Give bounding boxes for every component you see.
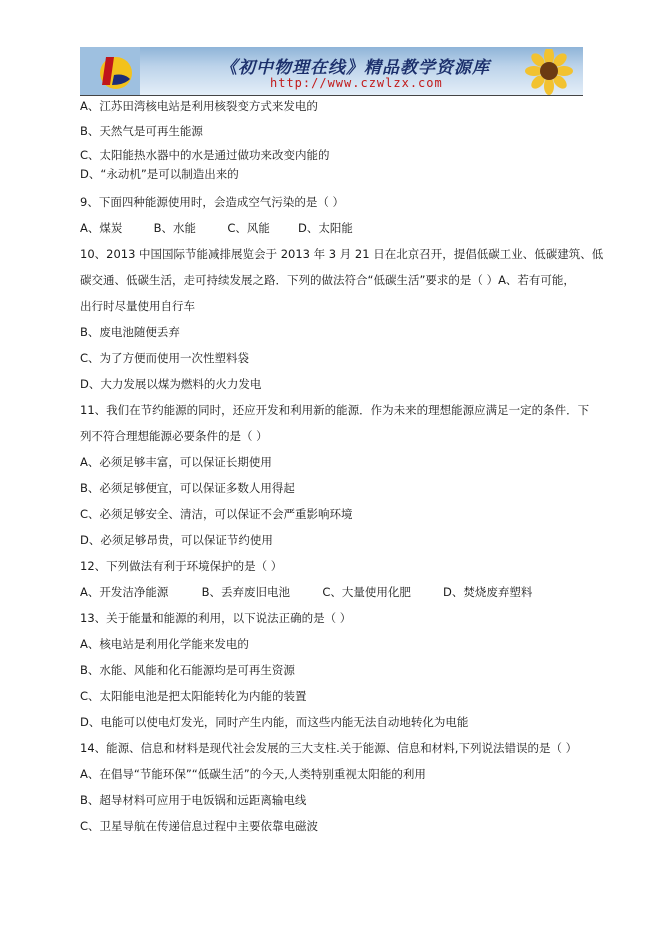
question-14: 14、能源、信息和材料是现代社会发展的三大支柱.关于能源、信息和材料,下列说法错误的是（ ）	[80, 741, 578, 755]
q13-option-a: A、核电站是利用化学能来发电的	[80, 637, 249, 651]
question-10-line-1: 10、2013 中国国际节能减排展览会于 2013 年 3 月 21 日在北京召开，提倡低碳工业、低碳建筑、低	[80, 247, 604, 261]
q9-option-a: A、煤炭	[80, 221, 123, 235]
question-11-line-1: 11、我们在节约能源的同时，还应开发和利用新的能源．作为未来的理想能源应满足一定的条件．下	[80, 403, 590, 417]
q9-option-d: D、太阳能	[297, 221, 353, 235]
q14-option-a: A、在倡导“节能环保”“低碳生活”的今天,人类特别重视太阳能的利用	[80, 767, 426, 781]
q12-options	[80, 585, 532, 599]
q9-option-b: B、水能	[153, 221, 197, 235]
q8-option-c: C、太阳能热水器中的水是通过做功来改变内能的	[80, 148, 330, 162]
logo-icon	[80, 47, 140, 95]
q11-option-d: D、必须足够昂贵，可以保证节约使用	[80, 533, 273, 547]
q12-option-d: D、焚烧废弃塑料	[442, 585, 533, 599]
q12-option-a: A、开发洁净能源	[80, 585, 169, 599]
q11-option-c: C、必须足够安全、清洁，可以保证不会严重影响环境	[80, 507, 353, 521]
question-10-line-2: 碳交通、低碳生活，走可持续发展之路．下列的做法符合“低碳生活”要求的是（ ）A、若有可能，	[80, 273, 575, 287]
q13-option-b: B、水能、风能和化石能源均是可再生资源	[80, 663, 295, 677]
question-10-line-3: 出行时尽量使用自行车	[80, 299, 195, 313]
header-banner	[80, 47, 583, 96]
q8-option-b: B、天然气是可再生能源	[80, 124, 203, 138]
q13-option-c: C、太阳能电池是把太阳能转化为内能的装置	[80, 689, 307, 703]
q14-option-b: B、超导材料可应用于电饭锅和远距离输电线	[80, 793, 307, 807]
sunflower-icon	[519, 49, 579, 95]
q11-option-b: B、必须足够便宜，可以保证多数人用得起	[80, 481, 295, 495]
q9-options	[80, 221, 353, 235]
question-13: 13、关于能量和能源的利用，以下说法正确的是（ ）	[80, 611, 352, 625]
q10-option-b: B、废电池随便丢弃	[80, 325, 180, 339]
q9-option-c: C、风能	[227, 221, 270, 235]
question-11-line-2: 列不符合理想能源必要条件的是（ ）	[80, 429, 268, 443]
q14-option-c: C、卫星导航在传递信息过程中主要依靠电磁波	[80, 819, 319, 833]
banner-url[interactable]: http://www.czwlzx.com	[270, 76, 443, 90]
q13-option-d: D、电能可以使电灯发光，同时产生内能，而这些内能无法自动地转化为电能	[80, 715, 469, 729]
q11-option-a: A、必须足够丰富，可以保证长期使用	[80, 455, 272, 469]
q12-option-c: C、大量使用化肥	[322, 585, 411, 599]
banner-title: 《初中物理在线》精品教学资源库	[220, 58, 490, 78]
q10-option-d: D、大力发展以煤为燃料的火力发电	[80, 377, 262, 391]
q8-option-d: D、“永动机”是可以制造出来的	[80, 167, 239, 181]
question-9: 9、下面四种能源使用时，会造成空气污染的是（ ）	[80, 195, 344, 209]
question-12: 12、下列做法有利于环境保护的是（ ）	[80, 559, 283, 573]
q8-option-a: A、江苏田湾核电站是利用核裂变方式来发电的	[80, 99, 318, 113]
q12-option-b: B、丢弃废旧电池	[201, 585, 291, 599]
q10-option-c: C、为了方便而使用一次性塑料袋	[80, 351, 250, 365]
